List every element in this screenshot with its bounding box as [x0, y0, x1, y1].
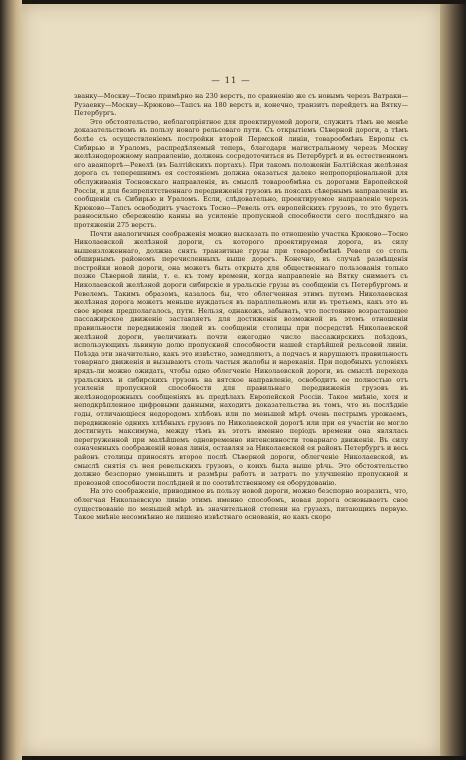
book-page: [22, 4, 440, 756]
body-text: [74, 92, 408, 522]
page-edge: [440, 4, 466, 756]
book-spine: [0, 0, 22, 760]
paragraph-4: На это соображеніе, приводимое въ пользу новой дороги, можно безспорно возразить, что, облегчая Николаевскую линію этимъ именно способомъ, новая дорога основываетъ свое существованіе по меньшей мѣрѣ въ значительной степени на грузахъ, питающихъ первую. Такое мнѣніе несомнѣнно не лишено извѣстнаго основанія, но какъ скоро: [74, 487, 408, 522]
paragraph-2: Это обстоятельство, неблагопріятное для проектируемой дороги, служитъ тѣмъ не менѣе доказательствомъ въ пользу новаго рельсоваго пути. Съ открытіемъ Сѣверной дороги, а тѣмъ болѣе съ осуществленіемъ постройки второй Пермской линіи, товарообмѣнъ Европы съ Сибирью и Ураломъ, распредѣляемый теперь, благодаря магистральному черезъ Москву желѣзнодорожному направленію, должень сосредоточиться въ Петербургѣ и въ естественномъ его аванпортѣ—Ревелѣ (въ Балтійскихъ портахъ). При такомъ положеніи Балтійская желѣзная дорога съ теперешнимъ ея состояніемъ должна оказаться далеко непропорціональной для обслуживанія Тосновскаго направленія, въ смыслѣ товарообмѣна съ дорогами Европейской Россіи, и для безпрепятственнаго передвиженія грузовъ въ поясахъ сѣвернымъ направленіи въ сообщеніи съ Сибирью и Ураломъ. Если, слѣдовательно, проектируемое направленіе черезъ Крюково—Тапсъ освободитъ участокъ Тосно—Ревель отъ европейскихъ грузовъ, то это будетъ равносильно сбереженію канны на усиленіе пропускной способности сего послѣдняго на протяженіи 275 верстъ.: [74, 117, 408, 229]
paragraph-3: Почти аналогичныя соображенія можно высказать по отношенію участка Крюково—Тосно Николаевской желѣзной дороги, съ которого проектируемая дорога, въ силу вышеизложеннаго, должна снять транзитные грузы при товарообмѣнѣ Ревеля со столь обширнымъ райономъ перечисленныхъ выше дорогъ. Конечно, въ случаѣ размѣщенія постройки новой дороги, она можетъ быть открыта для общественнаго пользованія только позже Сѣверной линіи, т. е. къ тому времени, когда направленіе на Вятку снимаетъ съ Николаевской желѣзной дороги сибирскіе и уральскіе грузы въ сообщеніи съ Петербургомъ и Ревелемъ. Такимъ образомъ, казалось бы, что облегченная этимъ путемъ Николаевская желѣзная дорога можетъ меньше нуждаться въ параллельномъ или въ третьемъ, какъ это въ свое время предполагалось, пути. Нельзя, однакожъ, забывать, что постоянно возрастающее пассажирское движеніе заставляетъ для достиженія возможной въ этомъ отношеніи правильности передвиженія людей въ сообщеніи столицы при посредствѣ Николаевской желѣзной дороги, увеличивать почти ежегодно число пассажирскихъ поѣздовъ, использующихъ львиную долю пропускной способности нашей старѣйшей рельсовой линіи. Поѣзда эти значительно, какъ это извѣстно, замедляютъ, а подчасъ и нарушаютъ правильность товарнаго движенія и вызываютъ столь частыя жалобы и нареканія. При подобныхъ условіяхъ врядъ-ли можно ожидать, чтобы одно облегченіе Николаевской дороги, въ смыслѣ перехода уральскихъ и сибирскихъ грузовъ на вятское направленіе, освободитъ ее полностью отъ усиленія пропускной способности для правильнаго передвиженія грузовъ въ желѣзнодорожныхъ сообщеніяхъ въ предѣлахъ Европейской Россіи. Такое мнѣніе, хотя и неподкрѣпленное цифровыми данными, находитъ доказательства въ томъ, что въ послѣдніе годы, отличающіеся недородомъ хлѣбовъ или по меньшей мѣрѣ очень пестрымъ урожаемъ, передвиженіе однихъ хлѣбныхъ грузовъ по Николаевской дорогѣ или при ея участіи не могло достигнуть максимума, между тѣмъ въ этотъ именно періодъ времени она являлась перегруженной при малѣйшемъ одновременно интенсивности товарнаго движенія. Въ силу означенныхъ соображеній новая линія, оставляя за Николаевской ея районъ Петербургъ и весь районъ столицы приносятъ второе послѣ Сѣверной дороги, облегченіе Николаевской, въ смыслѣ снятія съ нея ревельскихъ грузовъ, о коихъ была выше рѣчь. Это обстоятельство должно безспорно уменьшить и размѣры работъ и затратъ по улучшенію пропускной и провозной способности послѣдней и по соотвѣтственному ея оборудованію.: [74, 229, 408, 487]
page-number: — 11 —: [211, 76, 251, 86]
paragraph-1: званку—Москву—Тосно примѣрно на 230 верстъ, по сравненію же съ новымъ черезъ Ватраки—Рузаевку—Москву—Крюково—Тапсъ на 180 верстъ и, конечно, транзитъ перейдетъ на Вятку—Петербургъ.: [74, 92, 408, 118]
